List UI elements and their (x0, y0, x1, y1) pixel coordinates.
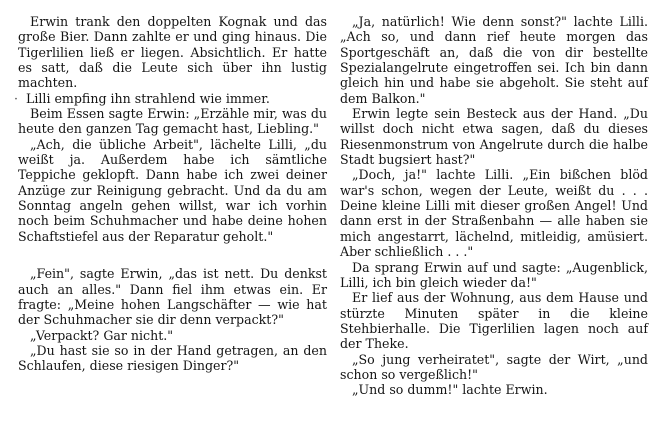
bullet-dot: · (14, 90, 19, 106)
paragraph: Er lief aus der Wohnung, aus dem Hause und stürzte Minuten später in die kleine Stehbierhalle. Die Tigerlilien lagen noch auf der Theke. (340, 290, 648, 352)
right-text-column (340, 14, 648, 398)
paragraph: „So jung verheiratet", sagte der Wirt, „und schon so vergeßlich!" (340, 351, 648, 382)
paragraph: „Verpackt? Gar nicht." (30, 327, 174, 343)
paragraph: „Ach, die übliche Arbeit", lächelte Lilli, „du weißt ja. Außerdem habe ich sämtliche Teppiche geklopft. Dann habe ich zwei deiner Anzüge zur Reinigung gebracht. Und da du am Sonntag angeln gehen willst, war ich vorhin noch beim Schuhmacher und habe deine hohen Schaftstiefel aus der Reparatur geholt." (18, 136, 327, 244)
paragraph: „Doch, ja!" lachte Lilli. „Ein bißchen blöd war's schon, wegen der Leute, weißt du . . . Deine kleine Lilli mit dieser großen Angel! Und dann erst in der Straßenbahn — alle haben sie mich angestarrt, lächelnd, mitleidig, amüsiert. Aber schließlich . . ." (340, 167, 648, 260)
paragraph: Erwin legte sein Besteck aus der Hand. „Du willst doch nicht etwa sagen, daß du dieses Riesenmonstrum von Angelrute durch die halbe Stadt bugsiert hast?" (340, 106, 648, 168)
paragraph: „Du hast sie so in der Hand getragen, an den Schlaufen, diese riesigen Dinger?" (18, 342, 327, 374)
paragraph: „Und so dumm!" lachte Erwin. (352, 382, 548, 398)
paragraph: „Fein", sagte Erwin, „das ist nett. Du denkst auch an alles." Dann fiel ihm etwas ein. Er fragte: „Meine hohen Langschäfter — wie hat der Schuhmacher sie dir denn verpackt?" (18, 266, 327, 328)
paragraph: „Ja, natürlich! Wie denn sonst?" lachte Lilli. „Ach so, und dann rief heute morgen das Sportgeschäft an, daß die von dir bestellte Spezialangelrute eingetroffen sei. Ich bin dann gleich hin und habe sie abgeholt. Sie steht auf dem Balkon." (340, 14, 648, 106)
paragraph: Beim Essen sagte Erwin: „Erzähle mir, was du heute den ganzen Tag gemacht hast, Liebling." (18, 106, 327, 137)
left-text-column (14, 14, 327, 374)
paragraph (14, 90, 327, 106)
paragraph: Da sprang Erwin auf und sagte: „Augenblick, Lilli, ich bin gleich wieder da!" (340, 259, 648, 290)
paragraph-text: Lilli empfing ihn strahlend wie immer. (26, 90, 270, 106)
paragraph: Erwin trank den doppelten Kognak und das große Bier. Dann zahlte er und ging hinaus. Die Tigerlilien ließ er liegen. Absichtlich. Er hatte es satt, daß die Leute sich über ihn lustig machten. (18, 14, 327, 91)
